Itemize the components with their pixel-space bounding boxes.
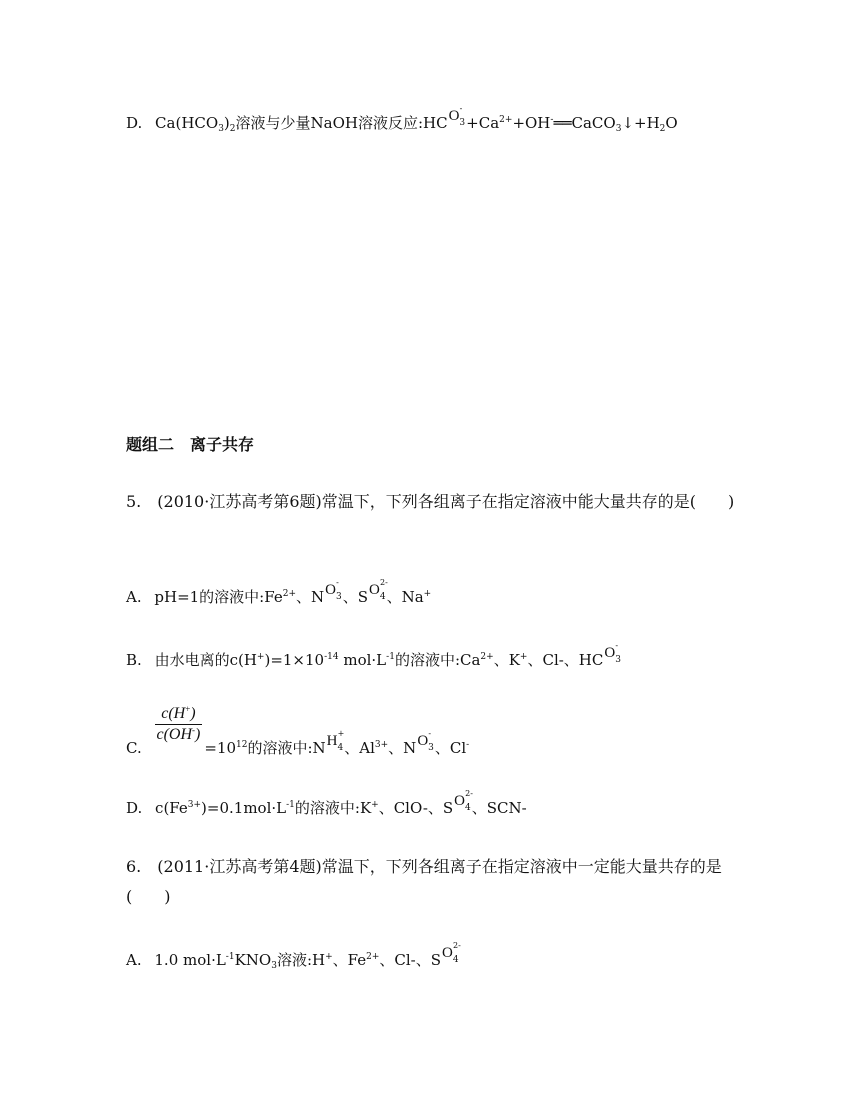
ion-o3: O - $^3$: [417, 728, 434, 753]
question-5-stem: 5. (2010·江苏高考第6题)常温下，下列各组离子在指定溶液中能大量共存的是( ): [126, 492, 735, 511]
question-6-stem: 6. (2011·江苏高考第4题)常温下，下列各组离子在指定溶液中一定能大量共存的是( ): [126, 857, 722, 906]
option-label: D.: [126, 114, 143, 132]
q5-option-c: C. $\frac{c(H^+)}{c(OH^-)}$ $=10^{12}$的溶液中:NH + $^4$、$Al^{3+}$、NO - $^3$、Cl-: [126, 712, 469, 753]
option-label: C.: [126, 738, 142, 757]
q5-option-d: D. $c(Fe^{3+})=0.1mol\cdot L^{-1}$的溶液中:K+、ClO-、SO 2- $^4$、SCN-: [126, 797, 527, 822]
q5-option-a: A. pH=1的溶液中$:Fe^{2+}$、NO - $^3$、SO 2- $^4$、Na+: [126, 586, 431, 611]
option-label: D.: [126, 799, 143, 817]
option-d-ca-hco3: D. $Ca(HCO_3)_2$溶液与少量NaOH溶液反应:HCO - $^3+Ca^{2+}+OH^-══CaCO_3↓+H_2O$: [126, 112, 678, 137]
ion-o3: O - $^3$: [325, 578, 342, 602]
q5-option-b: B. 由水电离的$c(H^+)=1\times 10^{-14}$ $mol\cdot L^{-1}$的溶液中$:Ca^{2+}$、K+、Cl-、HCO - $^3$: [126, 649, 622, 674]
option-label: A.: [126, 588, 142, 606]
ion-o3: O - $^3$: [604, 641, 621, 665]
ion-o4: O 2- $^4$: [369, 578, 388, 602]
option-label: B.: [126, 651, 142, 669]
option-label: A.: [126, 951, 142, 969]
ion-o4: O 2- $^4$: [454, 789, 473, 813]
ion-h4: H + $^4$: [326, 728, 345, 753]
concentration-ratio-fraction: $\frac{c(H^+)}{c(OH^-)}$: [156, 704, 201, 743]
ion-o3: O - $^3$: [448, 104, 466, 128]
ion-o4: O 2- $^4$: [442, 941, 461, 965]
q6-option-a: A. 1.0 $mol\cdot L^{-1}KNO_3$溶液:H+、$Fe^{2+}$、Cl-、SO 2- $^4$: [126, 949, 460, 974]
section-heading: 题组二 离子共存: [126, 435, 255, 454]
